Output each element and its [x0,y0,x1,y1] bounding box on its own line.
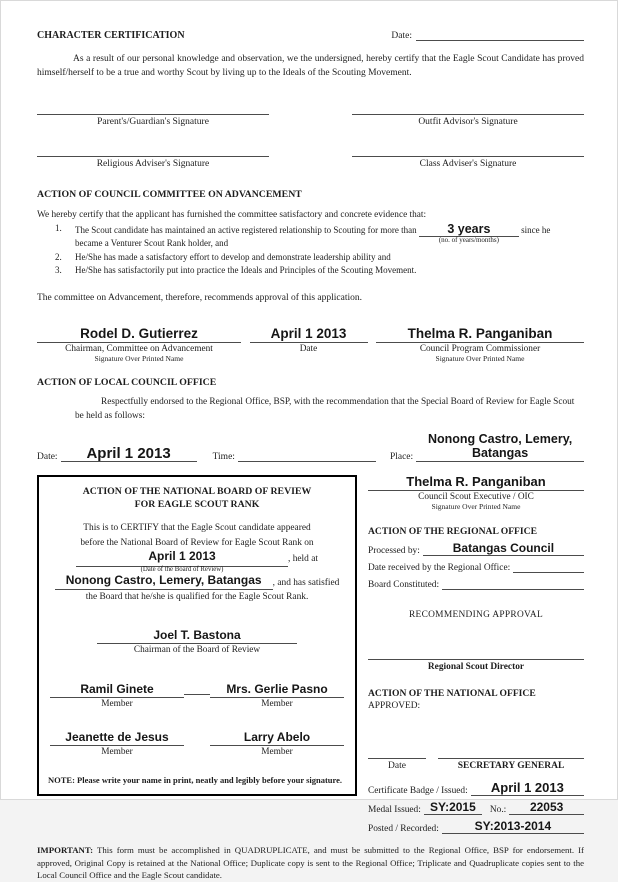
time-fill [238,449,376,462]
national-date-block [368,747,426,771]
years-blank [419,221,519,244]
board-place-row [48,574,346,591]
important-paragraph [37,844,584,881]
board-date-caption: (Date of the Board of Review) [140,565,224,573]
committee-certify-line: We hereby certify that the applicant has furnished the committee satisfactory and concrete evidence that: [37,209,427,220]
board-date-row [48,550,346,567]
processed-value: Batangas Council [452,541,555,556]
place-fill [416,433,584,462]
stub-line [184,694,210,695]
processed-by-row [368,542,584,556]
cert-line3: the Board that he/she is qualified for the Eagle Scout Rank. [85,592,309,603]
board-place-value: Nonong Castro, Lemery, Batangas [65,572,262,587]
board-chairman-block [48,629,346,655]
national-date-label: Date [388,761,406,772]
date-secretary-row [368,747,584,771]
board-date-fill [76,550,288,567]
right-column [368,475,584,834]
local-council-heading: ACTION OF LOCAL COUNCIL OFFICE [37,377,217,389]
cert-line2: before the National Board of Review for Eagle Scout Rank on [80,537,314,548]
board-place-fill [55,574,273,591]
box-title [48,485,346,512]
signature-label: Parent's/Guardian's Signature [97,116,209,127]
cert-line1: This is to CERTIFY that the Eagle Scout candidate appeared [83,523,311,534]
members-row-1 [48,683,346,709]
commissioner-block [376,327,584,364]
member-block [210,731,344,757]
lower-columns [37,475,584,834]
signature-subtitle: Signature Over Printed Name [435,354,525,364]
posted-recorded-row [368,820,584,834]
signature-row-1 [37,103,584,127]
posted-fill [442,820,584,834]
committee-heading: ACTION OF COUNCIL COMMITTEE ON ADVANCEMENT [37,188,302,200]
date-blank-line [416,29,584,41]
signature-line [438,747,584,759]
item1-post: since he [521,224,551,235]
member-block [50,731,184,757]
signature-title: Chairman of the Board of Review [133,645,261,656]
header-date [391,29,584,41]
header-row [37,29,584,41]
processed-label: Processed by: [368,546,420,557]
spacer [250,354,368,363]
list-item-3 [55,264,584,278]
endorse-paragraph: Respectfully endorsed to the Regional Office, BSP, with the recommendation that the Special Board of Review for Eagle Scout be held as follows: [75,397,575,421]
signature-title: Chairman, Committee on Advancement [65,344,213,355]
item1-cont: became a Venturer Scout Rank holder, and [75,238,229,248]
signature-line [352,103,584,115]
certificate-badge-value: April 1 2013 [490,780,564,796]
signature-name: Thelma R. Panganiban [368,475,584,491]
signature-label: Class Adviser's Signature [419,158,517,169]
regional-director-title: Regional Scout Director [427,662,525,673]
signature-subtitle: Signature Over Printed Name [431,502,521,512]
regional-office-heading: ACTION OF THE REGIONAL OFFICE [368,526,537,538]
certificate-badge-row [368,781,584,796]
date-fill [61,446,197,462]
date-value: April 1 2013 [250,327,368,344]
important-text: This form must be accomplished in QUADRUPLICATE, and must be submitted to the Regional Office, BSP for endorsement. If approved, Original Copy is retained at the National Office; Duplicate copy is sent to the Regional Office; Triplicate and Quadruplicate copies sent to the Local Council Office and the Eagle Scout candidate. [37,845,584,881]
committee-date-block [250,327,368,364]
signature-line [368,747,426,759]
years-caption: (no. of years/months) [438,235,499,244]
member-block [210,683,344,709]
member-name: Larry Abelo [210,731,344,746]
member-title: Member [261,699,293,710]
number-label: No.: [489,805,507,816]
date-label: Date [299,344,318,355]
committee-signatures [37,327,584,364]
date-label: Date: [391,31,412,41]
time-label: Time: [212,451,235,462]
board-constituted-fill [442,578,584,590]
approved-label: APPROVED: [368,701,421,712]
item-text: He/She has made a satisfactory effort to develop and demonstrate leadership ability and [75,251,391,262]
item-text [75,222,550,251]
signature-row-2 [37,145,584,169]
outfit-signature-block [352,103,584,127]
posted-label: Posted / Recorded: [368,824,439,835]
signature-line [352,145,584,157]
board-constituted-label: Board Constituted: [368,580,440,591]
secretary-general-label: SECRETARY GENERAL [457,761,565,772]
national-office-heading: ACTION OF THE NATIONAL OFFICE [368,688,536,700]
number-value: 22053 [529,800,564,815]
council-executive-block [368,475,584,511]
place-value: Nonong Castro, Lemery, Batangas [427,432,573,461]
member-name: Ramil Ginete [50,683,184,698]
item-number: 3. [55,265,62,275]
item-text: He/She has satisfactorily put into practice the Ideals and Principles of the Scouting Movement. [75,265,417,275]
medal-issued-fill [424,801,482,815]
certificate-badge-fill [471,781,584,796]
list-item-2 [55,251,584,265]
signature-name: Rodel D. Gutierrez [37,327,241,344]
members-row-2 [48,731,346,757]
medal-issued-row [368,801,584,815]
received-fill [513,561,584,573]
board-constituted-row [368,578,584,590]
board-of-review-box [37,475,357,797]
member-title: Member [101,699,133,710]
box-title-line2: FOR EAGLE SCOUT RANK [134,499,260,511]
signature-line [37,103,269,115]
medal-issued-label: Medal Issued: [368,805,421,816]
signature-subtitle: Signature Over Printed Name [94,354,184,364]
date-time-place-row [37,433,584,462]
signature-name: Joel T. Bastona [97,629,297,644]
box-note: NOTE: Please write your name in print, neatly and legibly before your signature. [48,775,343,786]
signature-name: Thelma R. Panganiban [376,327,584,344]
recommend-line: The committee on Advancement, therefore, recommends approval of this application. [37,292,362,303]
held-at-text: , held at [288,554,318,565]
secretary-general-block [438,747,584,771]
number-fill [509,801,584,815]
regional-director-block [368,648,584,672]
member-name: Jeanette de Jesus [50,731,184,746]
member-block [50,683,184,709]
signature-line [368,648,584,660]
date-value: April 1 2013 [86,444,171,462]
medal-issued-value: SY:2015 [429,800,476,815]
processed-fill [423,542,584,556]
committee-list [37,222,584,278]
list-item-1 [55,222,584,251]
board-date-value: April 1 2013 [148,549,216,564]
date-received-row [368,561,584,573]
years-value: 3 years [447,221,491,236]
member-title: Member [101,747,133,758]
important-label: IMPORTANT: [37,845,94,856]
signature-title: Council Program Commissioner [419,344,541,355]
signature-label: Religious Adviser's Signature [96,158,210,169]
signature-label: Outfit Advisor's Signature [418,116,518,127]
received-label: Date received by the Regional Office: [368,563,511,574]
member-title: Member [261,747,293,758]
satisfied-text: , and has satisfied [272,577,340,588]
date-label: Date: [37,451,58,462]
posted-value: SY:2013-2014 [474,819,552,834]
item-number: 1. [55,222,62,233]
signature-line [37,145,269,157]
parent-signature-block [37,103,269,127]
class-signature-block [352,145,584,169]
item1-pre: The Scout candidate has maintained an active registered relationship to Scouting for more than [75,224,417,235]
chairman-advancement-block [37,327,241,364]
member-name: Mrs. Gerlie Pasno [210,683,344,698]
intro-paragraph: As a result of our personal knowledge and observation, we the undersigned, hereby certify that the Eagle Scout Candidate has proved himself/herself to be a true and worthy Scout by living up to the Ideals of the Scouting Movement. [37,54,584,79]
page-title: CHARACTER CERTIFICATION [37,30,185,41]
certificate-badge-label: Certificate Badge / Issued: [368,786,468,797]
box-certify-text [48,521,346,605]
religious-signature-block [37,145,269,169]
item-number: 2. [55,251,62,262]
signature-title: Council Scout Executive / OIC [418,492,534,503]
recommending-approval: RECOMMENDING APPROVAL [408,610,543,621]
place-label: Place: [389,451,414,462]
box-title-line1: ACTION OF THE NATIONAL BOARD OF REVIEW [82,485,312,497]
